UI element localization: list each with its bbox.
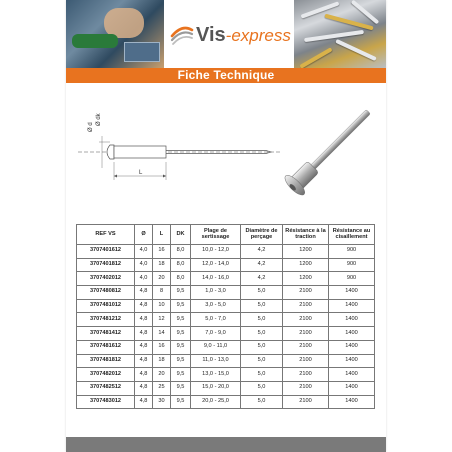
table-cell: 2100: [283, 313, 329, 327]
table-cell: 2100: [283, 327, 329, 341]
table-cell: 1400: [329, 354, 375, 368]
table-cell: 12: [153, 313, 171, 327]
tools-photo: [66, 0, 164, 68]
table-cell: 1200: [283, 245, 329, 259]
table-cell: 1400: [329, 340, 375, 354]
header-shear-strength: Résistance au cisaillement: [329, 225, 375, 245]
table-cell: 1,0 - 3,0: [191, 286, 241, 300]
table-cell: 10: [153, 299, 171, 313]
table-cell: 10,0 - 12,0: [191, 245, 241, 259]
spec-table: [76, 224, 375, 409]
table-cell: 3707482512: [77, 381, 135, 395]
table-cell: 900: [329, 272, 375, 286]
header-diameter: Ø: [135, 225, 153, 245]
table-cell: 1400: [329, 286, 375, 300]
table-row: [77, 327, 375, 341]
table-cell: 3707482012: [77, 368, 135, 382]
title-bar: [66, 68, 386, 83]
table-cell: 8,0: [171, 245, 191, 259]
table-row: [77, 313, 375, 327]
table-cell: 16: [153, 340, 171, 354]
table-cell: 2100: [283, 381, 329, 395]
table-cell: 3707481012: [77, 299, 135, 313]
header-ref: REF VS: [77, 225, 135, 245]
header-grip-range: Plage de sertissage: [191, 225, 241, 245]
table-row: [77, 286, 375, 300]
table-cell: 1400: [329, 381, 375, 395]
table-cell: 3707402012: [77, 272, 135, 286]
table-cell: 2100: [283, 286, 329, 300]
table-cell: 1400: [329, 313, 375, 327]
table-cell: 3707481812: [77, 354, 135, 368]
table-cell: 9,0 - 11,0: [191, 340, 241, 354]
header: [66, 0, 386, 68]
table-cell: 5,0: [241, 313, 283, 327]
swoosh-logo-icon: [170, 22, 194, 46]
table-cell: 5,0: [241, 354, 283, 368]
table-cell: 8: [153, 286, 171, 300]
page-title: Fiche Technique: [177, 68, 275, 82]
table-cell: 9,5: [171, 340, 191, 354]
header-length: L: [153, 225, 171, 245]
rivet-technical-drawing: [78, 136, 282, 180]
table-row: [77, 354, 375, 368]
logo-main-text: Vis: [196, 24, 226, 46]
table-cell: 4,8: [135, 299, 153, 313]
table-row: [77, 381, 375, 395]
table-cell: 2100: [283, 368, 329, 382]
table-cell: 2100: [283, 340, 329, 354]
table-cell: 4,8: [135, 368, 153, 382]
table-cell: 5,0: [241, 381, 283, 395]
footer-bar: [66, 437, 386, 452]
table-cell: 9,5: [171, 286, 191, 300]
table-cell: 2100: [283, 354, 329, 368]
table-cell: 20,0 - 25,0: [191, 395, 241, 409]
vis-express-logo[interactable]: [170, 20, 292, 50]
label-diameter-dk: Ø dk: [96, 113, 102, 126]
table-cell: 25: [153, 381, 171, 395]
table-row: [77, 245, 375, 259]
table-cell: 9,5: [171, 313, 191, 327]
table-cell: 4,2: [241, 272, 283, 286]
table-cell: 9,5: [171, 354, 191, 368]
table-cell: 4,8: [135, 313, 153, 327]
table-cell: 9,5: [171, 395, 191, 409]
label-diameter-d: Ø d: [88, 122, 94, 132]
table-cell: 4,8: [135, 354, 153, 368]
table-cell: 7,0 - 9,0: [191, 327, 241, 341]
table-cell: 1400: [329, 327, 375, 341]
table-cell: 5,0: [241, 395, 283, 409]
table-cell: 900: [329, 258, 375, 272]
table-cell: 4,8: [135, 340, 153, 354]
table-row: [77, 368, 375, 382]
table-cell: 4,8: [135, 327, 153, 341]
table-cell: 2100: [283, 395, 329, 409]
table-cell: 1200: [283, 258, 329, 272]
table-cell: 9,5: [171, 381, 191, 395]
rivet-diagram: [66, 96, 386, 206]
header-drill-diameter: Diamètre de perçage: [241, 225, 283, 245]
table-body: [77, 245, 375, 409]
header-dk: DK: [171, 225, 191, 245]
table-cell: 3707481612: [77, 340, 135, 354]
table-cell: 8,0: [171, 258, 191, 272]
table-row: [77, 272, 375, 286]
table-cell: 3707401612: [77, 245, 135, 259]
table-cell: 3707483012: [77, 395, 135, 409]
table-cell: 16: [153, 245, 171, 259]
table-cell: 1400: [329, 299, 375, 313]
table-row: [77, 395, 375, 409]
table-cell: 18: [153, 354, 171, 368]
technical-sheet-page: [66, 0, 386, 452]
table-cell: 15,0 - 20,0: [191, 381, 241, 395]
table-cell: 3707401812: [77, 258, 135, 272]
table-cell: 20: [153, 368, 171, 382]
screws-photo: [294, 0, 386, 68]
table-cell: 14,0 - 16,0: [191, 272, 241, 286]
table-cell: 14: [153, 327, 171, 341]
table-cell: 13,0 - 15,0: [191, 368, 241, 382]
table-cell: 8,0: [171, 272, 191, 286]
table-cell: 5,0 - 7,0: [191, 313, 241, 327]
table-cell: 3,0 - 5,0: [191, 299, 241, 313]
table-cell: 4,0: [135, 258, 153, 272]
table-cell: 4,8: [135, 286, 153, 300]
table-cell: 18: [153, 258, 171, 272]
rivet-3d-illustration: [282, 102, 377, 197]
table-cell: 4,2: [241, 245, 283, 259]
table-cell: 3707481412: [77, 327, 135, 341]
table-cell: 12,0 - 14,0: [191, 258, 241, 272]
table-cell: 4,0: [135, 272, 153, 286]
table-cell: 5,0: [241, 299, 283, 313]
table-cell: 1200: [283, 272, 329, 286]
table-cell: 1400: [329, 368, 375, 382]
table-cell: 5,0: [241, 286, 283, 300]
table-cell: 5,0: [241, 368, 283, 382]
logo-sub-text: -express: [225, 26, 291, 45]
table-cell: 30: [153, 395, 171, 409]
table-cell: 4,8: [135, 395, 153, 409]
table-cell: 4,2: [241, 258, 283, 272]
table-cell: 11,0 - 13,0: [191, 354, 241, 368]
table-cell: 4,0: [135, 245, 153, 259]
table-row: [77, 299, 375, 313]
table-row: [77, 340, 375, 354]
table-cell: 2100: [283, 299, 329, 313]
table-cell: 9,5: [171, 327, 191, 341]
header-tensile-strength: Résistance à la traction: [283, 225, 329, 245]
table-cell: 3707480812: [77, 286, 135, 300]
logo-text: [196, 24, 291, 47]
table-cell: 5,0: [241, 327, 283, 341]
table-cell: 5,0: [241, 340, 283, 354]
table-header-row: [77, 225, 375, 245]
table-cell: 4,8: [135, 381, 153, 395]
table-cell: 9,5: [171, 299, 191, 313]
table-cell: 900: [329, 245, 375, 259]
table-cell: 1400: [329, 395, 375, 409]
table-cell: 20: [153, 272, 171, 286]
table-cell: 3707481212: [77, 313, 135, 327]
label-length-l: L: [139, 170, 143, 176]
table-cell: 9,5: [171, 368, 191, 382]
table-row: [77, 258, 375, 272]
